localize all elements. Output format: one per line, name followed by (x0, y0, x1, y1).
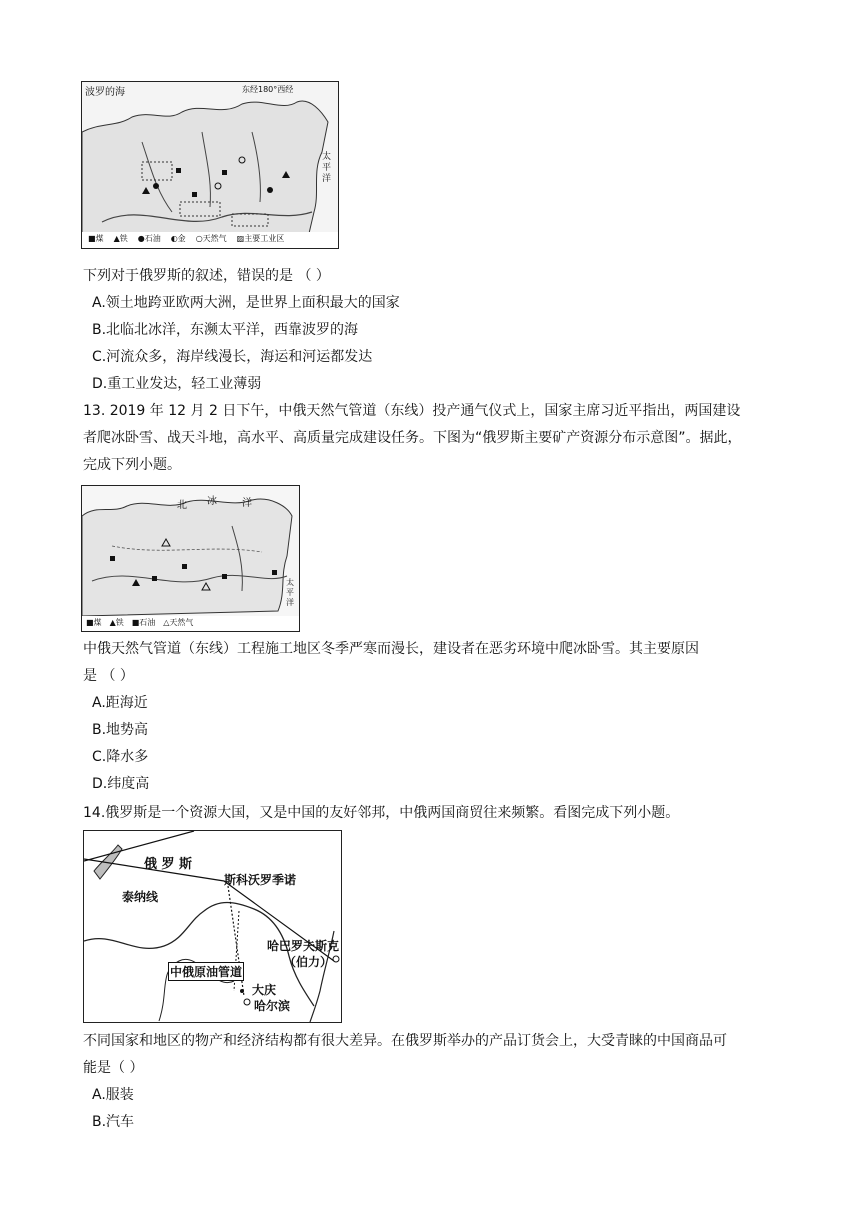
map3-label-skovorodino: 斯科沃罗季诺 (224, 873, 297, 887)
q12-option-b[interactable]: B.北临北冰洋，东濒太平洋，西靠波罗的海 (92, 322, 359, 338)
q13-option-a[interactable]: A.距海近 (92, 695, 148, 711)
q13-intro-line-2: 者爬冰卧雪、战天斗地，高水平、高质量完成建设任务。下图为“俄罗斯主要矿产资源分布示意图”。据此， (83, 430, 742, 446)
q12-stem: 下列对于俄罗斯的叙述，错误的是 （ ） (83, 268, 330, 284)
legend-coal: ■煤 (88, 234, 104, 243)
map3-label-harbin: 哈尔滨 (254, 999, 291, 1013)
legend-oil: ●石油 (137, 234, 161, 243)
q14-option-a[interactable]: A.服装 (92, 1087, 134, 1103)
q14-option-b[interactable]: B.汽车 (92, 1114, 135, 1130)
q13-intro-line-1: 13. 2019 年 12 月 2 日下午，中俄天然气管道（东线）投产通气仪式上，国家主席习近平指出，两国建设 (83, 403, 741, 419)
q13-stem-line-1: 中俄天然气管道（东线）工程施工地区冬季严寒而漫长，建设者在恶劣环境中爬冰卧雪。其主要原因 (83, 641, 699, 657)
q14-intro: 14.俄罗斯是一个资源大国，又是中国的友好邻邦，中俄两国商贸往来频繁。看图完成下列小题。 (83, 805, 680, 821)
legend-oil: ■石油 (131, 618, 156, 627)
map3-label-russia: 俄 罗 斯 (144, 857, 193, 872)
q13-intro-line-3: 完成下列小题。 (83, 457, 181, 473)
map3-label-daqing: 大庆 (252, 983, 277, 997)
map1-legend (88, 233, 284, 244)
q12-option-d[interactable]: D.重工业发达，轻工业薄弱 (92, 376, 262, 392)
q12-option-a[interactable]: A.领土地跨亚欧两大洲，是世界上面积最大的国家 (92, 295, 400, 311)
map2-legend (86, 617, 193, 628)
map2-label-ice: 冰 (207, 496, 217, 507)
q13-option-c[interactable]: C.降水多 (92, 749, 149, 765)
map3-label-khabarovsk: 哈巴罗夫斯克 (267, 939, 340, 953)
q13-option-d[interactable]: D.纬度高 (92, 776, 150, 792)
q13-option-b[interactable]: B.地势高 (92, 722, 149, 738)
legend-industry: ▨主要工业区 (236, 234, 285, 243)
map2-label-north: 北 (177, 500, 187, 511)
legend-gas: ○天然气 (195, 234, 227, 243)
legend-coal: ■煤 (86, 618, 102, 627)
map2-label-pacific: 太平洋 (286, 578, 294, 607)
q12-option-c[interactable]: C.河流众多，海岸线漫长，海运和河运都发达 (92, 349, 373, 365)
russia-resources-map-1 (81, 81, 339, 249)
q14-stem-line-2: 能是（ ） (83, 1060, 144, 1076)
map3-label-taishet: 泰纳线 (122, 890, 159, 904)
russia-mineral-map (81, 485, 300, 632)
legend-gold: ◐金 (170, 234, 186, 243)
map3-label-pipeline: 中俄原油管道 (168, 962, 244, 981)
map2-label-ocean: 洋 (242, 498, 252, 509)
q13-stem-line-2: 是 （ ） (83, 668, 134, 684)
map1-baltic-label: 波罗的海 (85, 87, 125, 98)
map1-meridian-label: 东经180°西经 (242, 85, 294, 94)
q14-stem-line-1: 不同国家和地区的物产和经济结构都有很大差异。在俄罗斯举办的产品订货会上，大受青睐的中国商品可 (83, 1033, 727, 1049)
legend-gas: △天然气 (163, 618, 194, 627)
legend-iron: ▲铁 (109, 618, 124, 627)
legend-iron: ▲铁 (113, 234, 128, 243)
china-russia-pipeline-map (83, 830, 342, 1023)
map3-label-boli: （伯力） (284, 955, 333, 969)
map1-pacific-label: 太平洋 (322, 152, 332, 184)
